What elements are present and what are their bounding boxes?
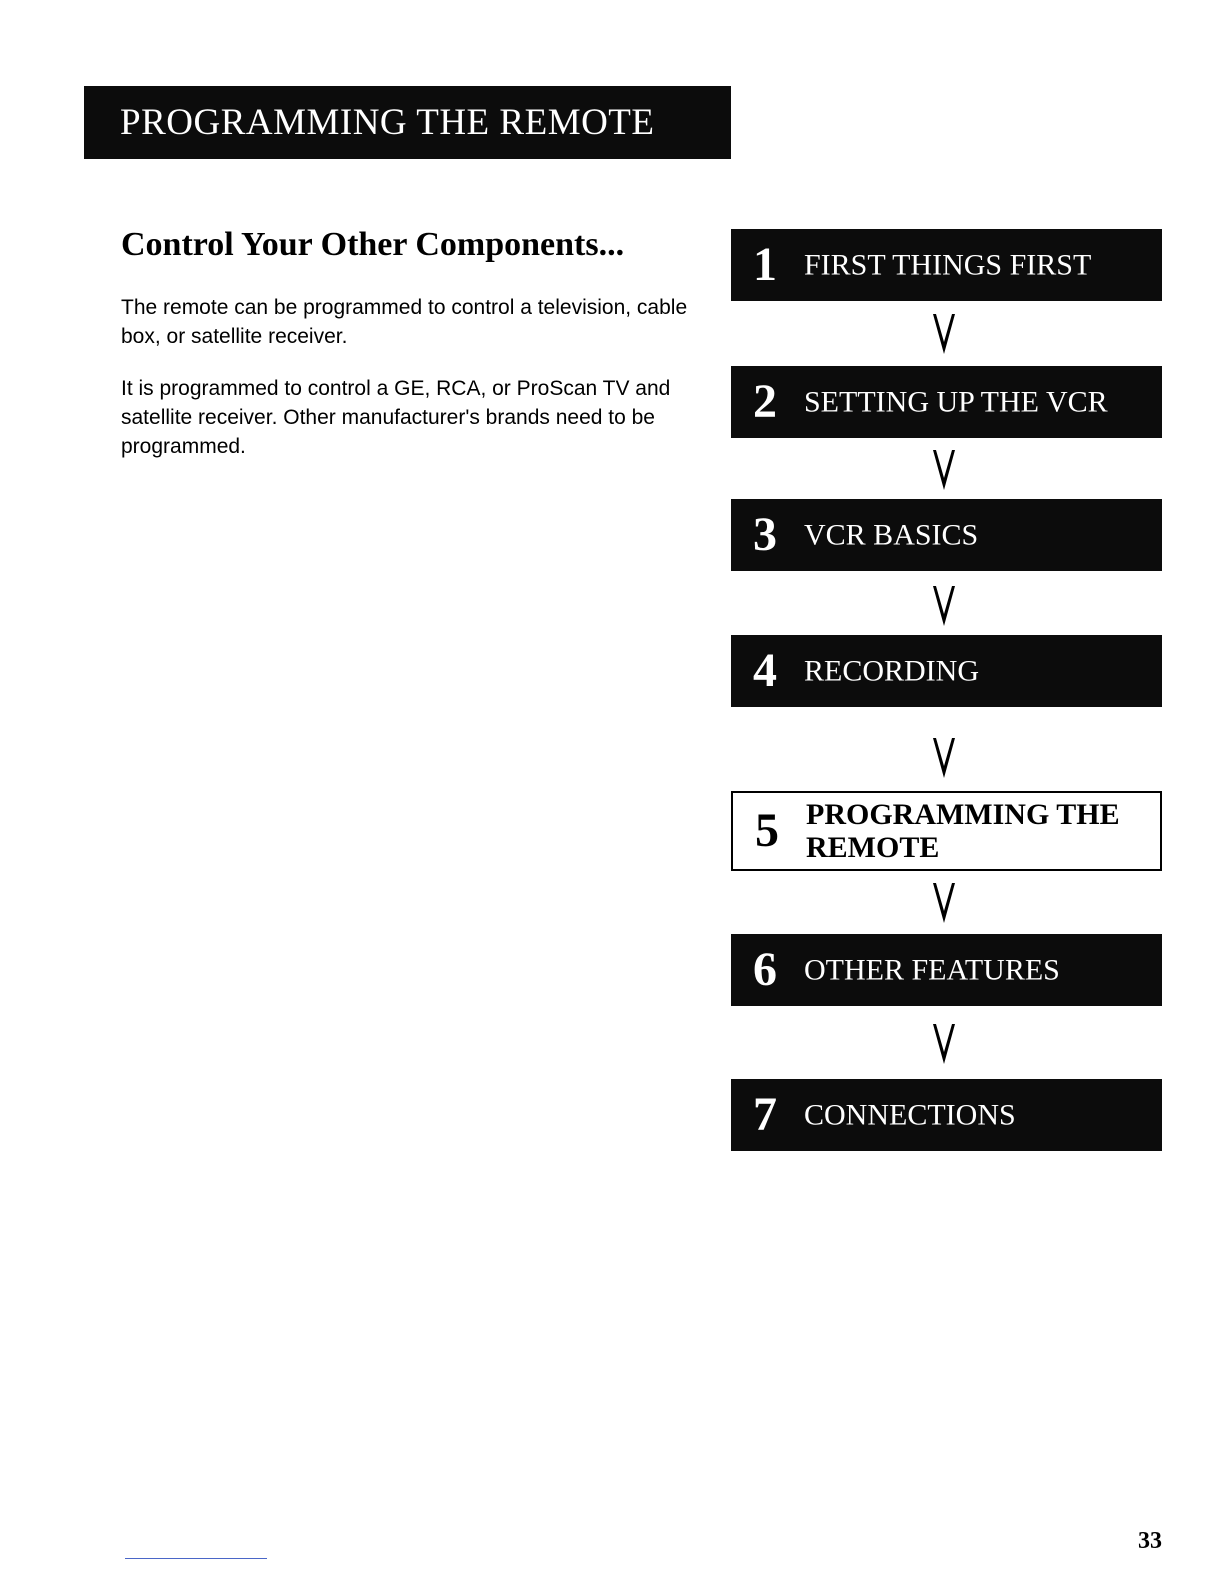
step-number: 2 bbox=[753, 375, 777, 428]
chapter-step-4[interactable] bbox=[731, 635, 1162, 707]
page-header bbox=[84, 86, 731, 159]
chapter-step-6[interactable] bbox=[731, 934, 1162, 1006]
step-label: PROGRAMMING THE REMOTE bbox=[806, 798, 1120, 864]
chapter-step-7[interactable] bbox=[731, 1079, 1162, 1151]
step-number: 7 bbox=[753, 1088, 777, 1141]
page-header-title: PROGRAMMING THE REMOTE bbox=[120, 102, 655, 143]
down-arrow-icon bbox=[932, 1022, 956, 1066]
step-label: SETTING UP THE VCR bbox=[804, 385, 1108, 419]
down-arrow-icon bbox=[932, 312, 956, 356]
step-number: 6 bbox=[753, 943, 777, 996]
intro-paragraph: The remote can be programmed to control a television, cable box, or satellite receiver. bbox=[121, 296, 688, 348]
step-label: RECORDING bbox=[804, 654, 980, 688]
brands-paragraph: It is programmed to control a GE, RCA, or ProScan TV and satellite receiver. Other manufacturer's brands need to be programmed. bbox=[121, 377, 671, 458]
step-label: OTHER FEATURES bbox=[804, 953, 1060, 987]
down-arrow-icon bbox=[932, 736, 956, 780]
chapter-step-3[interactable] bbox=[731, 499, 1162, 571]
step-label: FIRST THINGS FIRST bbox=[804, 248, 1092, 282]
chapter-step-2[interactable] bbox=[731, 366, 1162, 438]
step-number: 3 bbox=[753, 508, 777, 561]
step-number: 4 bbox=[753, 644, 777, 697]
down-arrow-icon bbox=[932, 448, 956, 492]
section-title: Control Your Other Components... bbox=[121, 226, 625, 263]
down-arrow-icon bbox=[932, 584, 956, 628]
page-number: 33 bbox=[1138, 1528, 1162, 1554]
down-arrow-icon bbox=[932, 881, 956, 925]
step-number: 5 bbox=[755, 804, 779, 857]
chapter-step-5-current[interactable] bbox=[731, 791, 1162, 871]
chapter-step-1[interactable] bbox=[731, 229, 1162, 301]
footer-rule bbox=[125, 1558, 267, 1559]
step-label: CONNECTIONS bbox=[804, 1098, 1016, 1132]
step-number: 1 bbox=[753, 238, 777, 291]
step-label: VCR BASICS bbox=[804, 518, 979, 552]
